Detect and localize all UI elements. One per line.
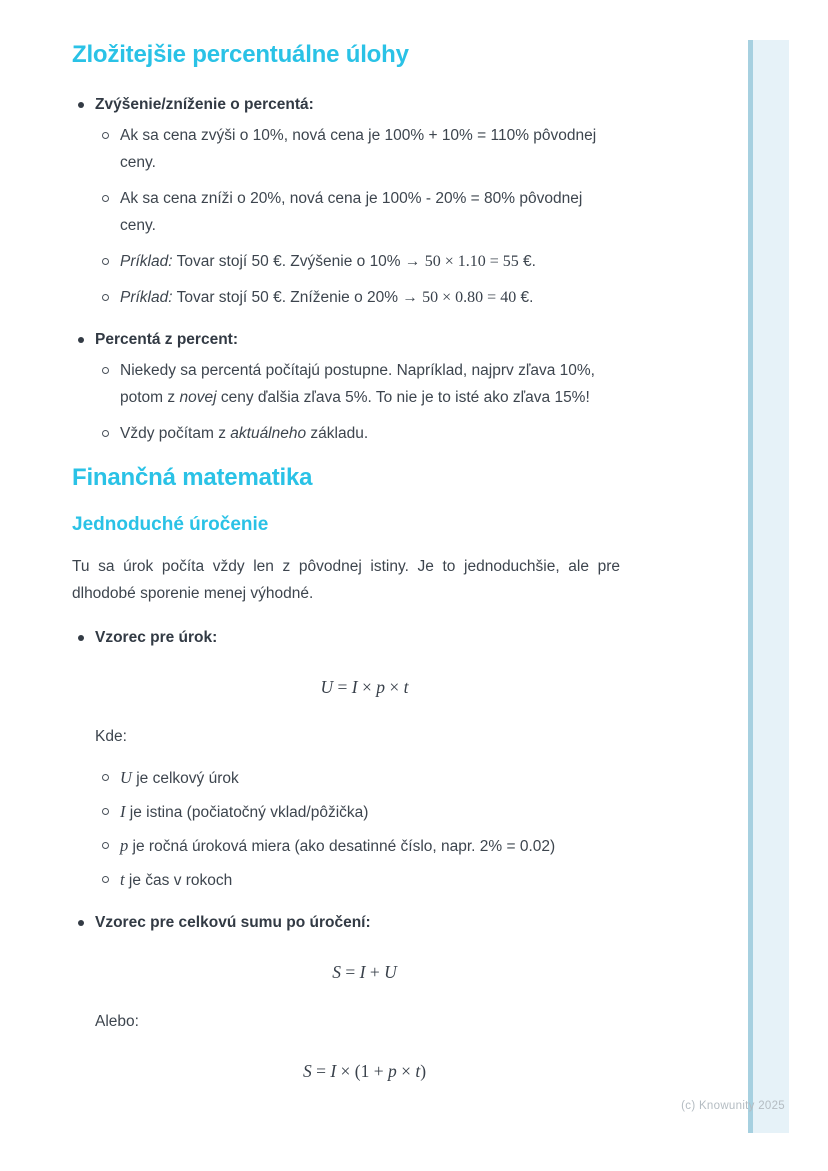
inline-formula: 50 × 1.10 = 55 bbox=[424, 253, 519, 270]
math-variable: p bbox=[120, 836, 129, 855]
circle-bullet-icon bbox=[102, 195, 109, 202]
sub-list-item bbox=[95, 248, 620, 275]
sub-item-text: €. bbox=[518, 253, 536, 270]
circle-bullet-icon bbox=[102, 294, 109, 301]
circle-bullet-icon bbox=[102, 132, 109, 139]
sub-item-text: základu. bbox=[306, 425, 369, 442]
list-item-label: Percentá z percent: bbox=[95, 331, 238, 348]
variable-item bbox=[95, 764, 620, 792]
variable-description: je čas v rokoch bbox=[124, 872, 233, 889]
sub-item-text: Niekedy sa percentá počítajú postupne. Napríklad, najprv zľava 10%, potom z bbox=[120, 362, 595, 406]
example-lead: Príklad: bbox=[120, 289, 173, 306]
bullet-icon bbox=[78, 102, 84, 108]
sub-list-item bbox=[95, 357, 620, 411]
list-item-percenta-z-percent bbox=[72, 327, 620, 447]
example-lead: Príklad: bbox=[120, 253, 173, 270]
watermark: (c) Knowunity 2025 bbox=[681, 1100, 785, 1112]
list-item-vzorec-urok bbox=[72, 625, 620, 894]
circle-bullet-icon bbox=[102, 876, 109, 883]
sub-list-item bbox=[95, 185, 620, 239]
alebo-label: Alebo: bbox=[95, 1013, 139, 1030]
circle-bullet-icon bbox=[102, 842, 109, 849]
section-title-financna-matematika: Finančná matematika bbox=[72, 464, 313, 491]
document-content bbox=[72, 40, 620, 1108]
intro-paragraph: Tu sa úrok počíta vždy len z pôvodnej istiny. Je to jednoduchšie, ale pre dlhodobé sporenie menej výhodné. bbox=[72, 558, 620, 602]
sub-item-text: ceny ďalšia zľava 5%. To nie je to isté ako zľava 15%! bbox=[216, 389, 590, 406]
list-item-label: Zvýšenie/zníženie o percentá: bbox=[95, 96, 314, 113]
list-item-vzorec-suma bbox=[72, 910, 620, 1082]
top-level-list bbox=[72, 92, 620, 447]
sub-list-item bbox=[95, 284, 620, 311]
circle-bullet-icon bbox=[102, 367, 109, 374]
bullet-icon bbox=[78, 337, 84, 343]
bullet-icon bbox=[78, 635, 84, 641]
variable-item bbox=[95, 798, 620, 826]
display-formula-suma: S = I + U bbox=[332, 962, 397, 982]
emphasized-word: novej bbox=[179, 389, 217, 406]
sub-item-text: Tovar stojí 50 €. Zníženie o 20% → bbox=[172, 289, 423, 306]
display-formula-urok: U = I × p × t bbox=[320, 677, 409, 697]
list-item-label: Vzorec pre úrok: bbox=[95, 629, 218, 646]
kde-label: Kde: bbox=[95, 728, 127, 745]
circle-bullet-icon bbox=[102, 774, 109, 781]
variables-list bbox=[95, 764, 620, 894]
variable-description: je ročná úroková miera (ako desatinné číslo, napr. 2% = 0.02) bbox=[128, 838, 556, 855]
circle-bullet-icon bbox=[102, 258, 109, 265]
list-item-zvysenie-znizenie bbox=[72, 92, 620, 311]
variable-description: je celkový úrok bbox=[131, 770, 239, 787]
sub-list bbox=[95, 122, 620, 311]
sub-item-text: Ak sa cena zvýši o 10%, nová cena je 100% + 10% = 110% pôvodnej ceny. bbox=[120, 127, 597, 171]
section-title-percentualne-ulohy: Zložitejšie percentuálne úlohy bbox=[72, 41, 409, 68]
top-level-list bbox=[72, 625, 620, 1082]
math-variable: U bbox=[120, 768, 132, 787]
variable-description: je istina (počiatočný vklad/pôžička) bbox=[125, 804, 369, 821]
math-variable: I bbox=[120, 802, 126, 821]
circle-bullet-icon bbox=[102, 430, 109, 437]
circle-bullet-icon bbox=[102, 808, 109, 815]
sub-item-text: Tovar stojí 50 €. Zvýšenie o 10% → bbox=[172, 253, 425, 270]
sub-list-item bbox=[95, 420, 620, 447]
emphasized-word: aktuálneho bbox=[230, 425, 307, 442]
sub-item-text: Vždy počítam z bbox=[120, 425, 231, 442]
display-formula-suma-alt: S = I × (1 + p × t) bbox=[302, 1061, 427, 1081]
sub-item-text: €. bbox=[516, 289, 534, 306]
sub-item-text: Ak sa cena zníži o 20%, nová cena je 100% - 20% = 80% pôvodnej ceny. bbox=[120, 190, 583, 234]
sub-list-item bbox=[95, 122, 620, 176]
sub-list bbox=[95, 357, 620, 447]
page-edge-bar bbox=[748, 40, 789, 1133]
bullet-icon bbox=[78, 920, 84, 926]
subsection-title-jednoduche-urocenie: Jednoduché úročenie bbox=[72, 514, 269, 535]
variable-item bbox=[95, 832, 620, 860]
math-variable: t bbox=[120, 870, 125, 889]
inline-formula: 50 × 0.80 = 40 bbox=[422, 289, 517, 306]
list-item-label: Vzorec pre celkovú sumu po úročení: bbox=[95, 914, 371, 931]
variable-item bbox=[95, 866, 620, 894]
